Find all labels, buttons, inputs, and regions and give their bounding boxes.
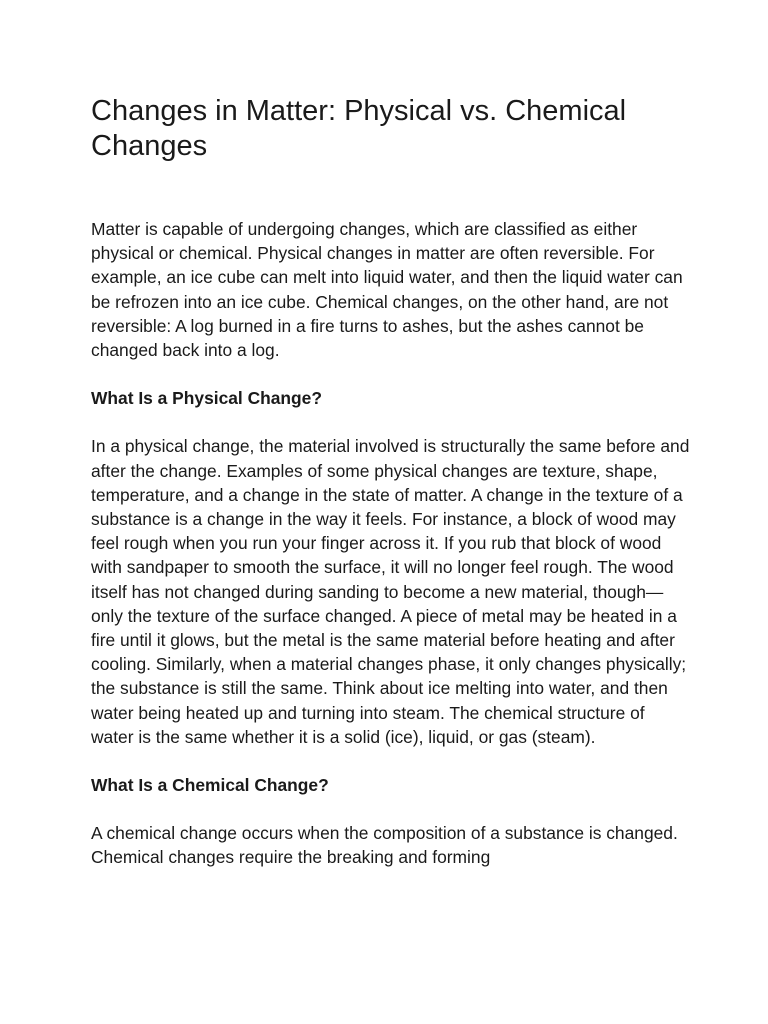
- document-title: Changes in Matter: Physical vs. Chemical Changes: [91, 95, 627, 162]
- section-body-physical-change: In a physical change, the material involved is structurally the same before and after the change. Examples of some physical changes are texture, shape, temperature, and a change in the state of matter. A change in the texture of a substance is a change in the way it feels. For instance, a block of wood may feel rough when you run your finger across it. If you rub that block of wood with sandpaper to smooth the surface, it will no longer feel rough. The wood itself has not changed during sanding to become a new material, though—only the texture of the surface changed. A piece of metal may be heated in a fire until it glows, but the metal is the same material before heating and after cooling. Similarly, when a material changes phase, it only changes physically; the substance is still the same. Think about ice melting into water, and then water being heated up and turning into steam. The chemical structure of water is the same whether it is a solid (ice), liquid, or gas (steam).: [91, 436, 690, 747]
- intro-paragraph: Matter is capable of undergoing changes, which are classified as either physical or chemical. Physical changes in matter are often reversible. For example, an ice cube can melt into liquid water, and then the liquid water can be refrozen into an ice cube. Chemical changes, on the other hand, are not reversible: A log burned in a fire turns to ashes, but the ashes cannot be changed back into a log.: [91, 219, 683, 361]
- section-body-chemical-change: A chemical change occurs when the composition of a substance is changed. Chemical changes require the breaking and forming: [91, 823, 678, 868]
- section-heading-chemical-change: What Is a Chemical Change?: [91, 775, 329, 796]
- section-heading-physical-change: What Is a Physical Change?: [91, 388, 322, 409]
- document-page: [91, 94, 691, 870]
